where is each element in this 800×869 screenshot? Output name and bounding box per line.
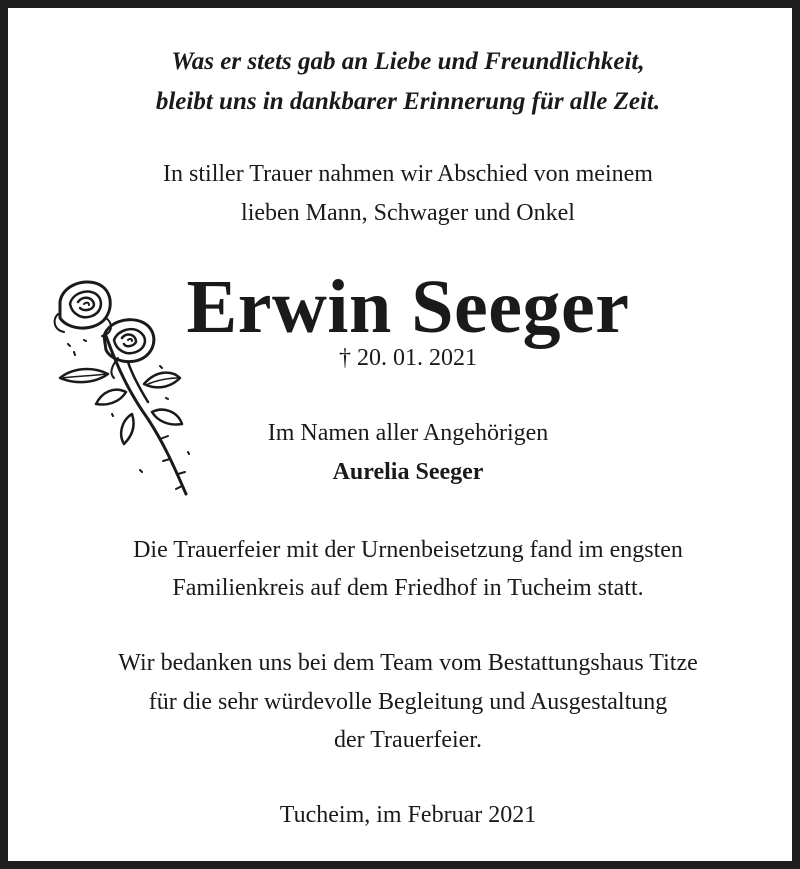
thanks-line-2: für die sehr würdevolle Begleitung und Ausgestaltung <box>148 689 668 715</box>
death-date: † 20. 01. 2021 <box>339 345 477 371</box>
ceremony-line-1: Die Trauerfeier mit der Urnenbeisetzung fand im engsten <box>133 537 683 563</box>
intro-line-2: lieben Mann, Schwager und Onkel <box>241 200 575 226</box>
thanks-line-1: Wir bedanken uns bei dem Team vom Bestattungshaus Titze <box>118 650 698 676</box>
signature-line: Im Namen aller Angehörigen <box>267 420 549 446</box>
intro-line-1: In stiller Trauer nahmen wir Abschied von meinem <box>163 161 653 187</box>
motto-line-2: bleibt uns in dankbarer Erinnerung für alle Zeit. <box>155 88 661 115</box>
signature-name: Aurelia Seeger <box>332 459 484 485</box>
closing-place-date: Tucheim, im Februar 2021 <box>279 802 537 828</box>
deceased-name: Erwin Seeger <box>186 265 630 349</box>
thanks-line-3: der Trauerfeier. <box>334 727 482 753</box>
motto-line-1: Was er stets gab an Liebe und Freundlichkeit, <box>171 48 645 75</box>
ceremony-line-2: Familienkreis auf dem Friedhof in Tucheim statt. <box>172 575 644 601</box>
